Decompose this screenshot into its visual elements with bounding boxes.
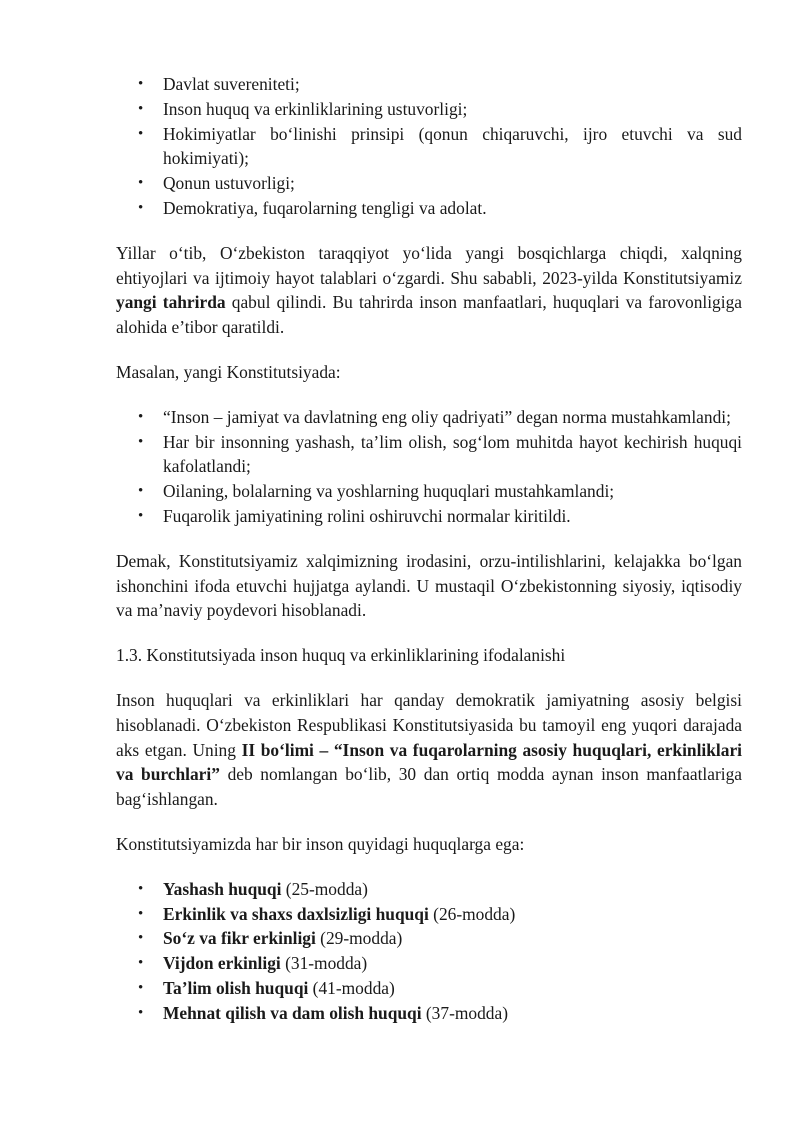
- bullet: •: [138, 408, 144, 425]
- rights-list: [116, 877, 742, 1026]
- list-item: • Har bir insonning yashash, ta’lim olish, sog‘lom muhitda hayot kechirish huquqi kafolatlandi;: [138, 431, 742, 477]
- bullet: •: [138, 930, 144, 947]
- bullet: •: [138, 100, 144, 117]
- list-item: • Yashash huquqi (25-modda): [116, 877, 742, 902]
- bullet: •: [138, 979, 144, 996]
- list-item: • Ta’lim olish huquqi (41-modda): [116, 976, 742, 1001]
- paragraph: Inson huquqlari va erkinliklari har qanday demokratik jamiyatning asosiy belgisi hisoblanadi. O‘zbekiston Respublikasi Konstitutsiyasida bu tamoyil eng yuqori darajada aks etgan. Uning II bo‘limi – “Inson va fuqarolarning asosiy huquqlari, erkinliklari va burchlari” deb nomlangan bo‘lib, 30 dan ortiq modda aynan inson manfaatlariga bag‘ishlangan.: [116, 689, 742, 810]
- list-item: • Davlat suvereniteti;: [116, 72, 742, 97]
- list-item: • Hokimiyatlar bo‘linishi prinsipi (qonun chiqaruvchi, ijro etuvchi va sud hokimiyati);: [138, 123, 742, 169]
- bullet: •: [138, 175, 144, 192]
- list-item: • Inson huquq va erkinliklarining ustuvorligi;: [116, 97, 742, 122]
- bullet: •: [138, 880, 144, 897]
- paragraph: Konstitutsiyamizda har bir inson quyidagi huquqlarga ega:: [116, 833, 525, 854]
- list-item: • Oilaning, bolalarning va yoshlarning huquqlari mustahkamlandi;: [116, 479, 742, 504]
- bullet: •: [138, 76, 144, 92]
- paragraph: Masalan, yangi Konstitutsiyada:: [116, 361, 341, 382]
- list-item: • Qonun ustuvorligi;: [116, 171, 742, 196]
- bullet: •: [138, 125, 144, 142]
- list-item: • So‘z va fikr erkinligi (29-modda): [116, 926, 742, 951]
- bullet: •: [138, 1004, 144, 1021]
- bullet: •: [138, 905, 144, 922]
- list-item: • Erkinlik va shaxs daxlsizligi huquqi (26-modda): [116, 902, 742, 927]
- paragraph: Yillar o‘tib, O‘zbekiston taraqqiyot yo‘lida yangi bosqichlarga chiqdi, xalqning ehtiyojlari va ijtimoiy hayot talablari o‘zgardi. Shu sababli, 2023-yilda Konstitutsiyamiz yangi tahrirda qabul qilindi. Bu tahrirda inson manfaatlari, huquqlari va farovonligiga alohida e’tibor qaratildi.: [116, 242, 742, 338]
- principles-list: [116, 72, 742, 221]
- bullet: •: [138, 199, 144, 216]
- section-heading: 1.3. Konstitutsiyada inson huquq va erkinliklarining ifodalanishi: [116, 645, 566, 666]
- new-constitution-list: [116, 405, 742, 529]
- list-item: • Mehnat qilish va dam olish huquqi (37-modda): [116, 1001, 742, 1026]
- paragraph: Demak, Konstitutsiyamiz xalqimizning irodasini, orzu-intilishlarini, kelajakka bo‘lgan ishonchini ifoda etuvchi hujjatga aylandi. U mustaqil O‘zbekistonning siyosiy, iqtisodiy va ma’naviy poydevori hisoblanadi.: [116, 550, 742, 621]
- bullet: •: [138, 507, 144, 524]
- list-item: • Fuqarolik jamiyatining rolini oshiruvchi normalar kiritildi.: [116, 504, 742, 529]
- bullet: •: [138, 955, 144, 972]
- list-item: • “Inson – jamiyat va davlatning eng oliy qadriyati” degan norma mustahkamlandi;: [116, 405, 742, 430]
- bullet: •: [138, 433, 144, 450]
- list-item: • Vijdon erkinligi (31-modda): [116, 951, 742, 976]
- bullet: •: [138, 483, 144, 500]
- list-item: • Demokratiya, fuqarolarning tengligi va adolat.: [116, 196, 742, 221]
